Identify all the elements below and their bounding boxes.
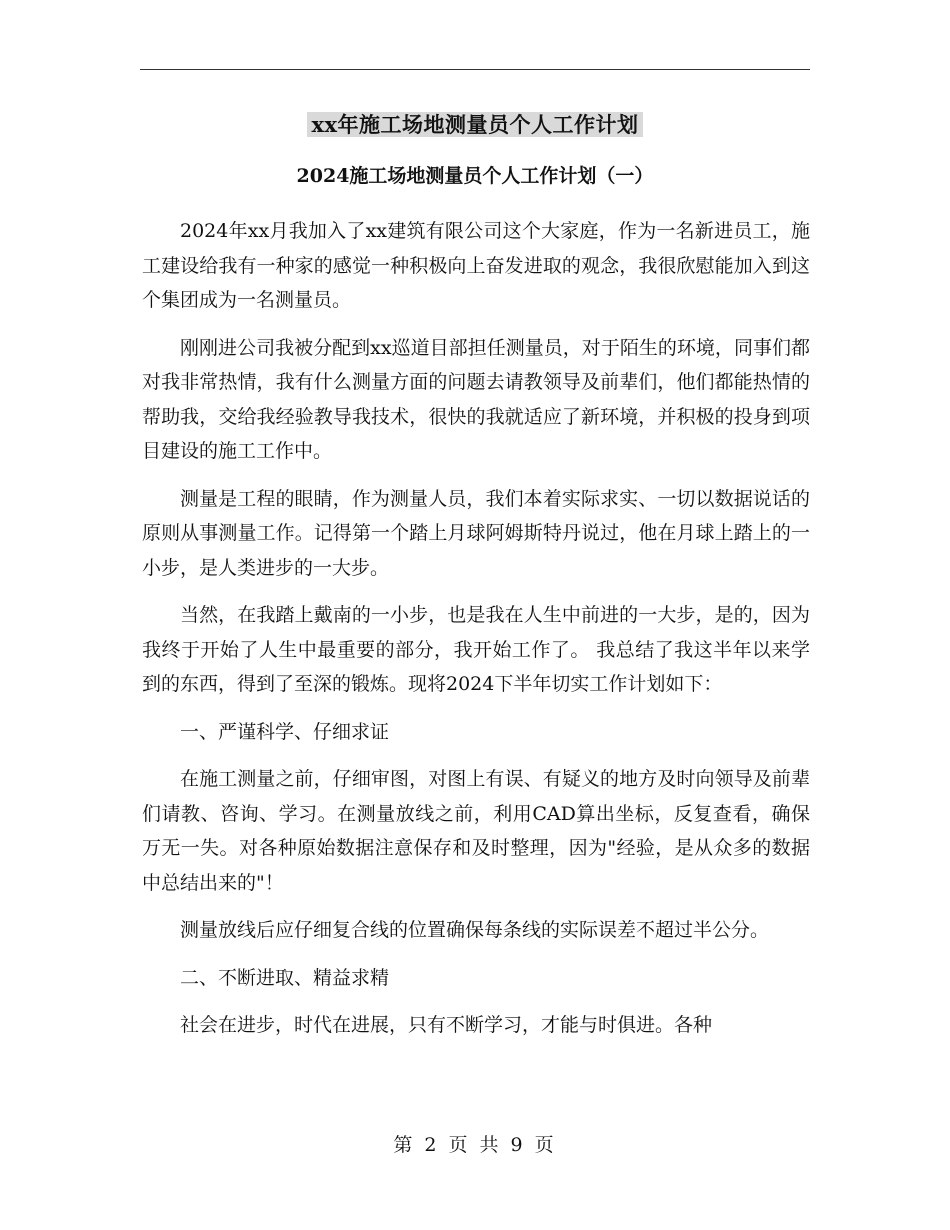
paragraph: 当然，在我踏上戴南的一小步，也是我在人生中前进的一大步，是的，因为我终于开始了人生中最重要的部分，我开始工作了。 我总结了我这半年以来学到的东西，得到了至深的锻炼。现将2024下半年切实工作计划如下： <box>142 604 810 695</box>
document-title <box>0 110 950 140</box>
heading-1: 一、严谨科学、仔细求证 <box>180 720 390 743</box>
paragraph: 2024年xx月我加入了xx建筑有限公司这个大家庭，作为一名新进员工，施工建设给我有一种家的感觉一种积极向上奋发进取的观念，我很欣慰能加入到这个集团成为一名测量员。 <box>142 220 810 311</box>
paragraph: 测量是工程的眼睛，作为测量人员，我们本着实际求实、一切以数据说话的原则从事测量工作。记得第一个踏上月球阿姆斯特丹说过，他在月球上踏上的一小步，是人类进步的一大步。 <box>142 487 810 579</box>
paragraph: 测量放线后应仔细复合线的位置确保每条线的实际误差不超过半公分。 <box>180 919 770 941</box>
document-title-text: xx年施工场地测量员个人工作计划 <box>307 112 642 137</box>
section-title: 2024施工场地测量员个人工作计划（一） <box>296 165 654 187</box>
paragraph: 刚刚进公司我被分配到xx巡道目部担任测量员，对于陌生的环境，同事们都对我非常热情，我有什么测量方面的问题去请教领导及前辈们，他们都能热情的帮助我，交给我经验教导我技术，很快的我就适应了新环境，并积极的投身到项目建设的施工工作中。 <box>142 336 810 462</box>
paragraph: 社会在进步，时代在进展，只有不断学习，才能与时俱进。各种 <box>180 1014 713 1036</box>
document-body <box>142 214 810 1056</box>
paragraph: 在施工测量之前，仔细审图，对图上有误、有疑义的地方及时向领导及前辈们请教、咨询、学习。在测量放线之前，利用CAD算出坐标，反复查看，确保万无一失。对各种原始数据注意保存和及时整理，因为"经验，是从众多的数据中总结出来的"！ <box>142 768 810 894</box>
heading-2: 二、不断进取、精益求精 <box>180 966 390 989</box>
header-rule <box>140 69 810 70</box>
page-number-footer: 第 2 页 共 9 页 <box>393 1134 557 1156</box>
